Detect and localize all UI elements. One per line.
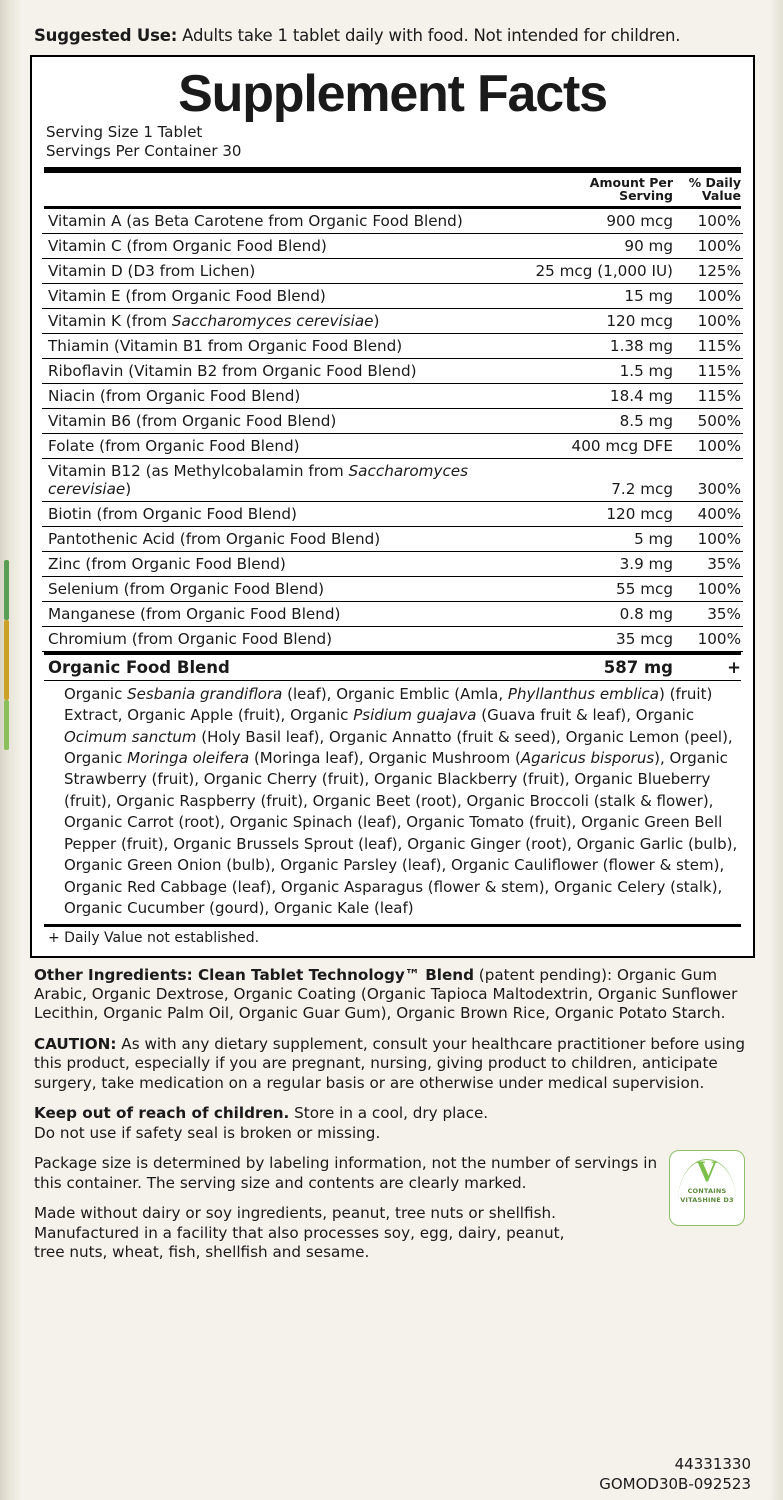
nutrient-name: Niacin (from Organic Food Blend) <box>42 383 519 408</box>
nutrient-name: Vitamin B12 (as Methylcobalamin from Saccharomyces cerevisiae) <box>42 458 519 501</box>
nutrient-amount: 15 mg <box>519 283 675 308</box>
blend-name: Organic Food Blend <box>48 657 230 677</box>
nutrient-row <box>42 209 743 234</box>
allergen-note-block <box>34 1204 751 1262</box>
facts-header-amount-line2: Serving <box>619 188 673 204</box>
blend-ingredients-text: Organic Sesbania grandiflora (leaf), Organic Emblic (Amla, Phyllanthus emblica) (fruit) Extract, Organic Apple (fruit), Organic Psidium guajava (Guava fruit & leaf), Organic Ocimum sanctum (Holy Basil leaf), Organic Annatto (fruit & seed), Organic Lemon (peel), Organic Moringa oleifera (Moringa leaf), Organic Mushroom (Agaricus bisporus), Organic Strawberry (fruit), Organic Cherry (fruit), Organic Blackberry (fruit), Organic Blueberry (fruit), Organic Raspberry (fruit), Organic Beet (root), Organic Broccoli (stalk & flower), Organic Carrot (root), Organic Spinach (leaf), Organic Tomato (fruit), Organic Green Bell Pepper (fruit), Organic Brussels Sprout (leaf), Organic Ginger (root), Organic Garlic (bulb), Organic Green Onion (bulb), Organic Parsley (leaf), Organic Cauliflower (flower & stem), Organic Red Cabbage (leaf), Organic Asparagus (flower & stem), Organic Celery (stalk), Organic Cucumber (gourd), Organic Kale (leaf) <box>64 684 738 918</box>
nutrient-amount: 120 mcg <box>519 308 675 333</box>
nutrient-row <box>42 576 743 601</box>
nutrient-daily-value: 400% <box>675 501 743 526</box>
nutrient-row <box>42 408 743 433</box>
nutrient-row <box>42 283 743 308</box>
blend-dv: + <box>727 657 741 677</box>
caution-label: CAUTION: <box>34 1034 117 1053</box>
supplement-facts-title: Supplement Facts <box>178 64 607 123</box>
label-content <box>22 0 769 1500</box>
allergen-note-line1: Made without dairy or soy ingredients, peanut, tree nuts or shellfish. <box>34 1204 556 1223</box>
nutrient-daily-value: 300% <box>675 458 743 501</box>
nutrient-amount: 1.5 mg <box>519 358 675 383</box>
nutrient-name: Selenium (from Organic Food Blend) <box>42 576 519 601</box>
nutrient-amount: 900 mcg <box>519 209 675 234</box>
nutrient-daily-value: 115% <box>675 358 743 383</box>
keep-out-label: Keep out of reach of children. <box>34 1104 290 1123</box>
allergen-note-line3: tree nuts, wheat, fish, shellfish and sesame. <box>34 1242 370 1261</box>
servings-per-container: Servings Per Container 30 <box>46 141 242 160</box>
seal-line1: CONTAINS <box>687 1187 727 1196</box>
batch-code: GOMOD30B-092523 <box>599 1474 751 1493</box>
nutrient-daily-value: 35% <box>675 551 743 576</box>
safety-seal-text: Do not use if safety seal is broken or missing. <box>34 1123 381 1142</box>
label-left-edge <box>0 0 22 1500</box>
nutrient-name: Biotin (from Organic Food Blend) <box>42 501 519 526</box>
nutrient-name: Vitamin B6 (from Organic Food Blend) <box>42 408 519 433</box>
nutrient-row <box>42 258 743 283</box>
nutrient-daily-value: 100% <box>675 576 743 601</box>
nutrient-daily-value: 115% <box>675 383 743 408</box>
nutrient-name: Vitamin A (as Beta Carotene from Organic Food Blend) <box>42 209 519 234</box>
nutrient-row <box>42 308 743 333</box>
facts-header-blank <box>42 173 519 206</box>
package-note: Package size is determined by labeling information, not the number of servings in this container. The serving size and contents are clearly marked. <box>34 1154 658 1192</box>
caution-block <box>34 1035 751 1093</box>
facts-header-dv-line1: % Daily <box>688 174 741 190</box>
keep-out-block <box>34 1104 751 1143</box>
nutrient-name: Thiamin (Vitamin B1 from Organic Food Blend) <box>42 333 519 358</box>
nutrient-amount: 5 mg <box>519 526 675 551</box>
nutrient-daily-value: 100% <box>675 209 743 234</box>
nutrient-amount: 25 mcg (1,000 IU) <box>519 258 675 283</box>
facts-header-dv-line2: Value <box>701 188 741 204</box>
caution-text: As with any dietary supplement, consult your healthcare practitioner before using this product, especially if you are pregnant, nursing, giving product to children, anticipate surgery, take medication on a regular basis or are otherwise under medical supervision. <box>34 1034 746 1092</box>
nutrient-row <box>42 433 743 458</box>
vitashine-seal-icon <box>669 1150 745 1226</box>
facts-header-amount <box>519 173 675 206</box>
nutrient-name: Riboflavin (Vitamin B2 from Organic Food Blend) <box>42 358 519 383</box>
facts-header-row <box>42 173 743 206</box>
nutrient-daily-value: 500% <box>675 408 743 433</box>
nutrient-daily-value: 100% <box>675 308 743 333</box>
nutrient-row <box>42 551 743 576</box>
edge-color-stripe-yellow <box>4 620 9 700</box>
nutrient-amount: 7.2 mcg <box>519 458 675 501</box>
nutrient-daily-value: 100% <box>675 283 743 308</box>
other-ingredients-block <box>34 966 751 1024</box>
nutrient-row <box>42 526 743 551</box>
keep-out-text: Store in a cool, dry place. <box>289 1104 489 1123</box>
suggested-use-block <box>30 0 755 55</box>
nutrient-name: Vitamin C (from Organic Food Blend) <box>42 233 519 258</box>
allergen-note-line2: Manufactured in a facility that also processes soy, egg, dairy, peanut, <box>34 1223 565 1242</box>
nutrient-amount: 0.8 mg <box>519 601 675 626</box>
nutrient-rows-table <box>42 209 743 652</box>
lower-text-block <box>30 958 755 1263</box>
nutrient-name: Chromium (from Organic Food Blend) <box>42 626 519 651</box>
lot-code: 44331330 <box>674 1455 751 1473</box>
product-codes <box>599 1455 751 1494</box>
nutrient-row <box>42 601 743 626</box>
nutrient-name: Vitamin D (D3 from Lichen) <box>42 258 519 283</box>
label-right-edge <box>769 0 783 1500</box>
edge-color-stripe-green <box>4 560 9 620</box>
edge-color-stripe-lightgreen <box>4 700 9 750</box>
nutrient-row <box>42 458 743 501</box>
supplement-facts-panel <box>30 55 755 958</box>
nutrient-amount: 55 mcg <box>519 576 675 601</box>
nutrient-amount: 120 mcg <box>519 501 675 526</box>
nutrient-daily-value: 125% <box>675 258 743 283</box>
other-ingredients-text: (patent pending): Organic Gum Arabic, Organic Dextrose, Organic Coating (Organic Tapioca Maltodextrin, Organic Sunflower Lecithin, Organic Palm Oil, Organic Guar Gum), Organic Brown Rice, Organic Potato Starch. <box>34 965 738 1023</box>
nutrient-name: Vitamin E (from Organic Food Blend) <box>42 283 519 308</box>
suggested-use-text: Adults take 1 tablet daily with food. Not intended for children. <box>177 26 681 45</box>
nutrient-amount: 90 mg <box>519 233 675 258</box>
daily-value-footnote: + Daily Value not established. <box>48 929 260 946</box>
nutrient-amount: 1.38 mg <box>519 333 675 358</box>
blend-table <box>42 655 743 680</box>
nutrient-amount: 3.9 mg <box>519 551 675 576</box>
serving-size: Serving Size 1 Tablet <box>46 123 203 142</box>
nutrient-row <box>42 358 743 383</box>
nutrient-name: Vitamin K (from Saccharomyces cerevisiae) <box>42 308 519 333</box>
other-ingredients-label: Other Ingredients: <box>34 965 193 984</box>
nutrient-row <box>42 333 743 358</box>
nutrient-name: Zinc (from Organic Food Blend) <box>42 551 519 576</box>
nutrient-amount: 35 mcg <box>519 626 675 651</box>
other-ingredients-brand: Clean Tablet Technology™ Blend <box>192 965 474 984</box>
nutrient-name: Folate (from Organic Food Blend) <box>42 433 519 458</box>
nutrient-daily-value: 100% <box>675 626 743 651</box>
blend-amount: 587 mg <box>603 657 673 677</box>
blend-row <box>42 655 743 680</box>
nutrient-daily-value: 100% <box>675 233 743 258</box>
facts-header-dv <box>675 173 743 206</box>
suggested-use-label: Suggested Use: <box>34 26 178 45</box>
nutrient-daily-value: 100% <box>675 433 743 458</box>
nutrient-row <box>42 383 743 408</box>
nutrient-daily-value: 35% <box>675 601 743 626</box>
seal-letter: V <box>696 1155 718 1189</box>
nutrient-amount: 18.4 mg <box>519 383 675 408</box>
facts-header-amount-line1: Amount Per <box>589 174 673 190</box>
nutrient-row <box>42 233 743 258</box>
nutrient-name: Pantothenic Acid (from Organic Food Blend) <box>42 526 519 551</box>
nutrient-row <box>42 501 743 526</box>
nutrient-amount: 400 mcg DFE <box>519 433 675 458</box>
nutrient-daily-value: 115% <box>675 333 743 358</box>
supplement-facts-table <box>42 173 743 206</box>
nutrient-row <box>42 626 743 651</box>
seal-line2: VITASHINE D3 <box>680 1196 734 1205</box>
nutrient-amount: 8.5 mg <box>519 408 675 433</box>
nutrient-daily-value: 100% <box>675 526 743 551</box>
nutrient-name: Manganese (from Organic Food Blend) <box>42 601 519 626</box>
package-note-block <box>34 1154 751 1205</box>
